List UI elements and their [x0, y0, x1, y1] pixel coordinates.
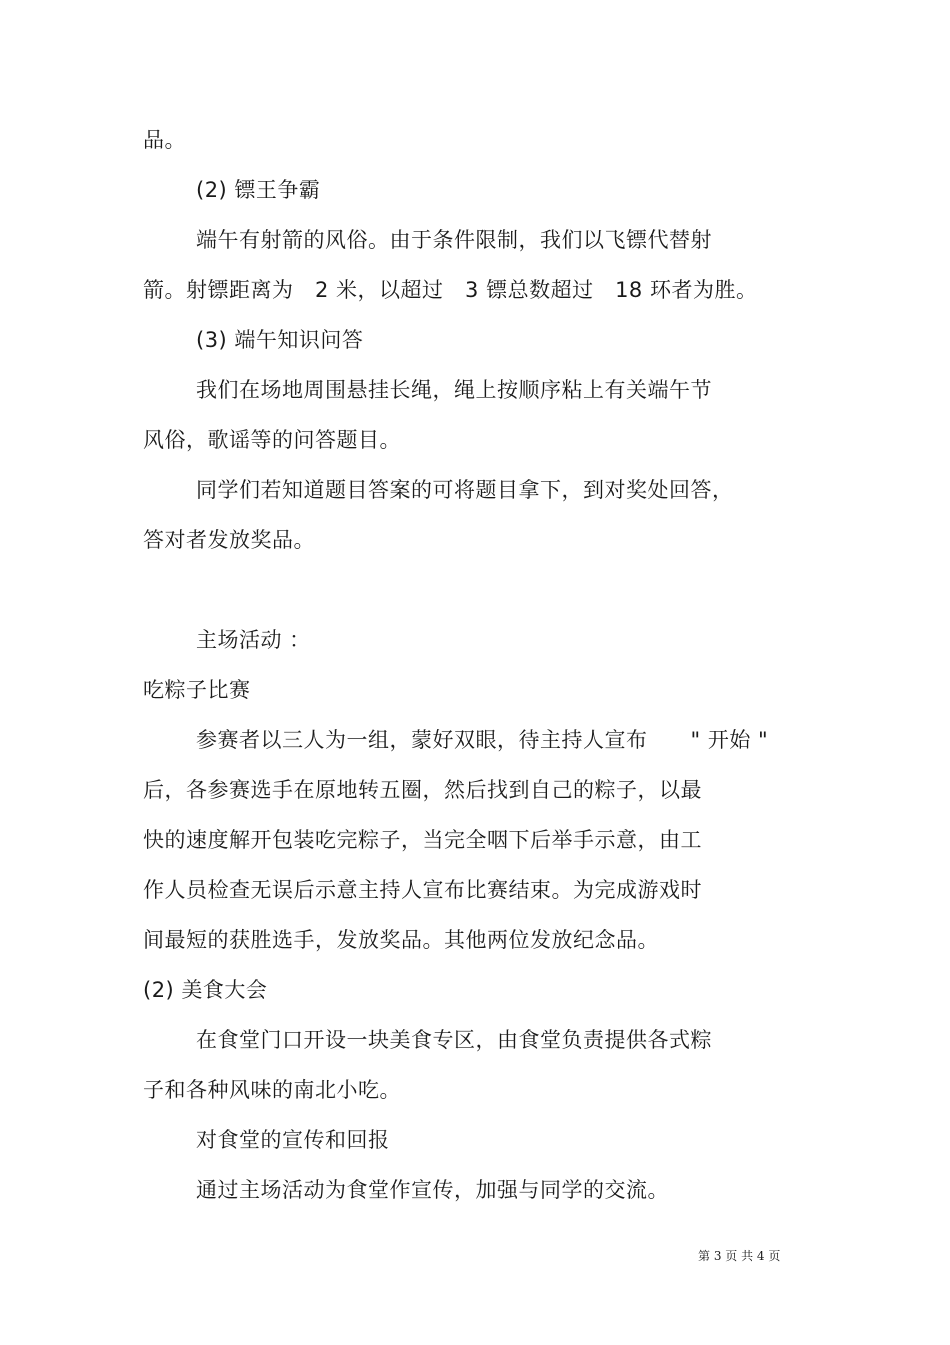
section-heading: (2) 美食大会 [143, 978, 268, 1002]
body-line: 风俗，歌谣等的问答题目。 [143, 428, 401, 452]
body-line: 参赛者以三人为一组，蒙好双眼，待主持人宣布 " 开始 " [196, 728, 769, 752]
body-line: 后，各参赛选手在原地转五圈，然后找到自己的粽子，以最 [143, 778, 702, 802]
page-number-footer: 第 3 页 共 4 页 [698, 1249, 781, 1263]
body-line: 箭。射镖距离为 2 米，以超过 3 镖总数超过 18 环者为胜。 [143, 278, 758, 302]
section-heading: 主场活动 ： [196, 628, 311, 652]
section-heading: (2) 镖王争霸 [196, 178, 321, 202]
body-line: 通过主场活动为食堂作宣传，加强与同学的交流。 [196, 1178, 669, 1202]
body-line: 快的速度解开包装吃完粽子，当完全咽下后举手示意，由工 [143, 828, 702, 852]
section-heading: 吃粽子比赛 [143, 678, 251, 702]
body-line: 品。 [143, 128, 186, 152]
section-heading: (3) 端午知识问答 [196, 328, 364, 352]
body-line: 在食堂门口开设一块美食专区，由食堂负责提供各式粽 [196, 1028, 712, 1052]
body-line: 作人员检查无误后示意主持人宣布比赛结束。为完成游戏时 [143, 878, 702, 902]
body-line: 同学们若知道题目答案的可将题目拿下，到对奖处回答， [196, 478, 734, 502]
body-line: 端午有射箭的风俗。由于条件限制，我们以飞镖代替射 [196, 228, 712, 252]
body-line: 子和各种风味的南北小吃。 [143, 1078, 401, 1102]
section-heading: 对食堂的宣传和回报 [196, 1128, 390, 1152]
body-line: 间最短的获胜选手，发放奖品。其他两位发放纪念品。 [143, 928, 659, 952]
body-line: 答对者发放奖品。 [143, 528, 315, 552]
body-line: 我们在场地周围悬挂长绳，绳上按顺序粘上有关端午节 [196, 378, 712, 402]
